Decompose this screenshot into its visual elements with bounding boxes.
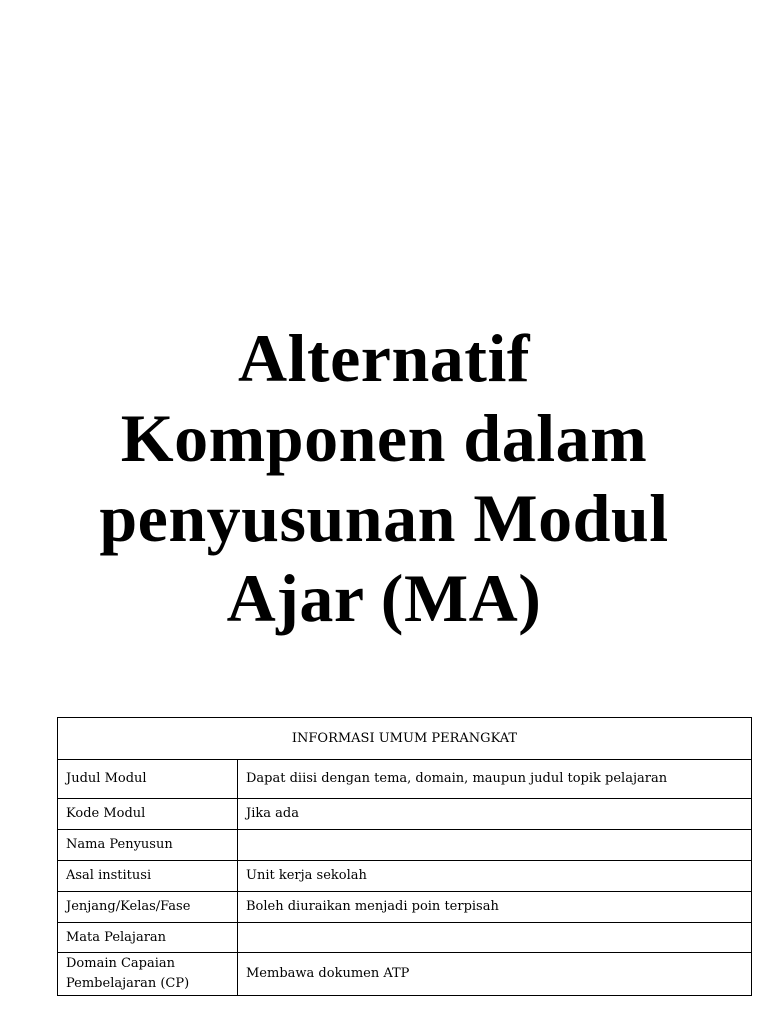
row-label-judul-modul: Judul Modul [58,760,238,799]
row-label-domain-cp [58,953,238,996]
row-label-asal-institusi: Asal institusi [58,861,238,892]
table-row [58,830,752,861]
table-row [58,923,752,953]
title-line-3: penyusunan Modul [99,480,669,556]
title-line-1: Alternatif [237,320,530,396]
row-label-nama-penyusun: Nama Penyusun [58,830,238,861]
row-value-kode-modul: Jika ada [238,799,752,830]
row-value-nama-penyusun [238,830,752,861]
table-row [58,861,752,892]
title-line-4: Ajar (MA) [226,560,542,636]
table-row [58,760,752,799]
table-row [58,892,752,923]
row-value-mata-pelajaran [238,923,752,953]
row-label-mata-pelajaran: Mata Pelajaran [58,923,238,953]
row-label-jenjang: Jenjang/Kelas/Fase [58,892,238,923]
row-value-judul-modul: Dapat diisi dengan tema, domain, maupun judul topik pelajaran [238,760,752,799]
row-label-domain-cp-line-1: Domain Capaian [66,956,176,971]
document-title [0,318,768,638]
table-row [58,799,752,830]
row-label-kode-modul: Kode Modul [58,799,238,830]
row-label-domain-cp-line-2: Pembelajaran (CP) [66,976,190,991]
table-header: INFORMASI UMUM PERANGKAT [58,718,752,760]
row-value-jenjang: Boleh diuraikan menjadi poin terpisah [238,892,752,923]
title-line-2: Komponen dalam [120,400,648,476]
row-value-asal-institusi: Unit kerja sekolah [238,861,752,892]
table-row [58,953,752,996]
table-header-row [58,718,752,760]
general-info-table [57,717,752,996]
row-value-domain-cp: Membawa dokumen ATP [238,953,752,996]
